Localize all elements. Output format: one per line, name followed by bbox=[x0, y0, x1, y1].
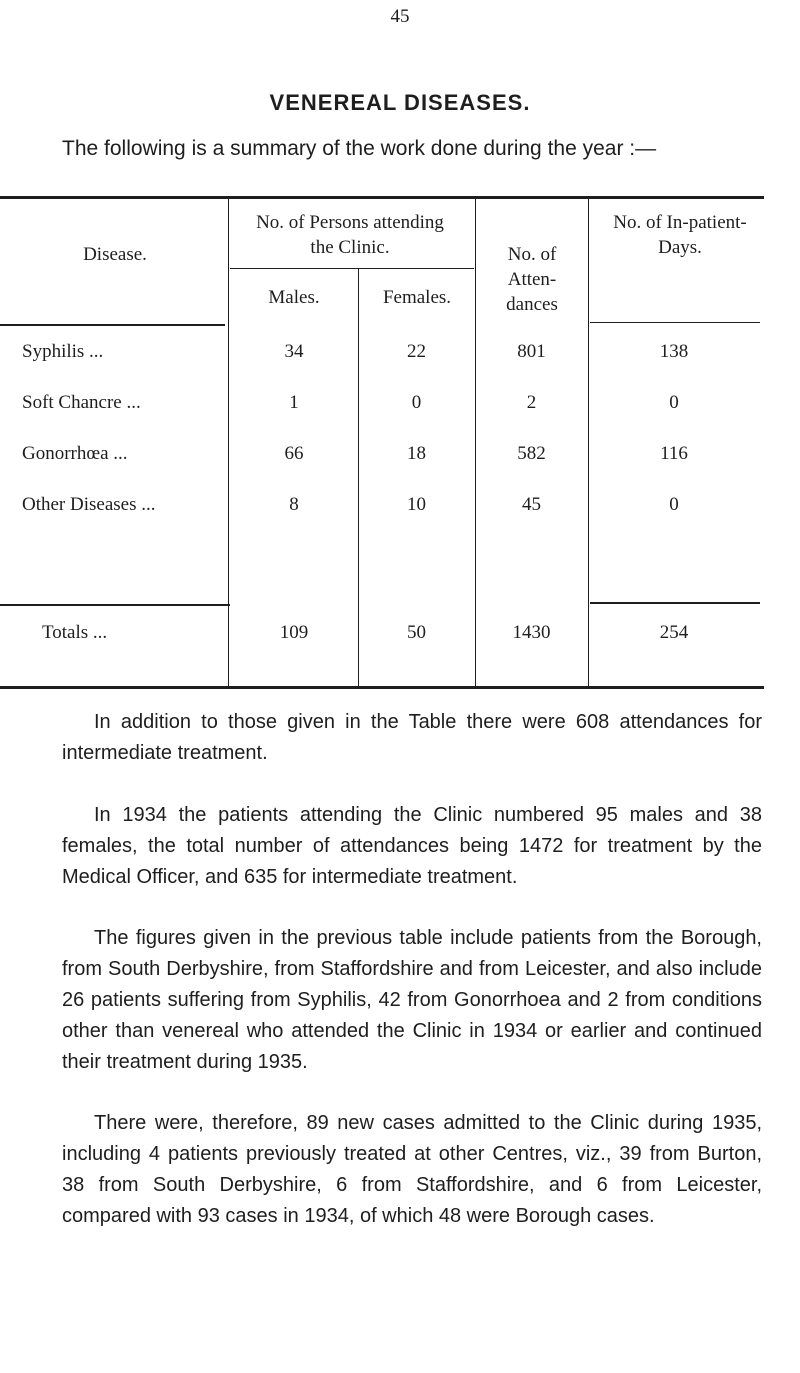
totals-males: 109 bbox=[279, 622, 309, 643]
header-disease: Disease. bbox=[83, 244, 147, 265]
cell-females: 0 bbox=[411, 392, 422, 413]
cell-females: 22 bbox=[407, 341, 426, 362]
cell-males: 66 bbox=[284, 443, 304, 464]
header-bottom-rule-left bbox=[0, 324, 225, 326]
cell-disease: Gonorrhœa ... bbox=[22, 443, 128, 464]
paragraph-new-cases: There were, therefore, 89 new cases admitted to the Clinic during 1935, including 4 patients previously treated at other Centres, viz., 39 from Burton, 38 from South Derbyshire, 6 from Staffordshire, and 6 from Leicester, compared with 93 cases in 1934, of which 48 were Borough cases. bbox=[62, 1112, 762, 1227]
header-bottom-rule-right bbox=[590, 322, 760, 323]
header-inpatient-days: No. of In-patient- Days. bbox=[613, 212, 747, 258]
cell-inpatient-days: 138 bbox=[659, 341, 689, 362]
cell-disease: Other Diseases ... bbox=[22, 494, 156, 515]
cell-males: 8 bbox=[289, 494, 299, 515]
persons-subheader-rule bbox=[230, 268, 474, 269]
totals-rule-right bbox=[590, 602, 760, 604]
cell-disease: Syphilis ... bbox=[22, 341, 104, 362]
cell-attendances: 2 bbox=[526, 392, 537, 413]
cell-inpatient-days: 0 bbox=[669, 494, 679, 515]
paragraph-figures: The figures given in the previous table include patients from the Borough, from South Derbyshire, from Staffordshire and from Leicester, and also include 26 patients suffering from Syphilis, 42 from Gonorrhoea and 2 from conditions other than venereal who attended the Clinic in 1934 or earlier and continued their treatment during 1935. bbox=[62, 927, 762, 1073]
page-title: VENEREAL DISEASES. bbox=[269, 90, 531, 115]
cell-inpatient-days: 116 bbox=[660, 443, 688, 464]
cell-males: 1 bbox=[289, 392, 299, 413]
column-divider-disease bbox=[228, 199, 229, 686]
cell-females: 18 bbox=[407, 443, 426, 464]
table-bottom-rule bbox=[0, 686, 764, 689]
header-males: Males. bbox=[268, 287, 320, 308]
cell-attendances: 801 bbox=[517, 341, 546, 362]
totals-label: Totals ... bbox=[42, 622, 108, 643]
totals-inpatient-days: 254 bbox=[659, 622, 689, 643]
totals-females: 50 bbox=[407, 622, 426, 643]
totals-rule-left bbox=[0, 604, 230, 606]
cell-attendances: 45 bbox=[522, 494, 541, 515]
header-persons-group: No. of Persons attending the Clinic. bbox=[256, 212, 444, 258]
paragraph-1934: In 1934 the patients attending the Clinic numbered 95 males and 38 females, the total number of attendances being 1472 for treatment by the Medical Officer, and 635 for intermediate treatment. bbox=[62, 804, 762, 888]
header-females: Females. bbox=[382, 287, 452, 308]
totals-attendances: 1430 bbox=[512, 622, 551, 643]
cell-males: 34 bbox=[284, 341, 304, 362]
cell-disease: Soft Chancre ... bbox=[22, 392, 141, 413]
cell-attendances: 582 bbox=[517, 443, 546, 464]
table-top-rule bbox=[0, 196, 764, 199]
cell-inpatient-days: 0 bbox=[669, 392, 679, 413]
paragraph-intermediate: In addition to those given in the Table there were 608 attendances for intermediate treatment. bbox=[62, 711, 762, 764]
header-attendances: No. of Atten- dances bbox=[506, 244, 558, 315]
cell-females: 10 bbox=[407, 494, 426, 515]
page-number: 45 bbox=[390, 6, 410, 27]
intro-text: The following is a summary of the work done during the year :— bbox=[62, 137, 657, 160]
